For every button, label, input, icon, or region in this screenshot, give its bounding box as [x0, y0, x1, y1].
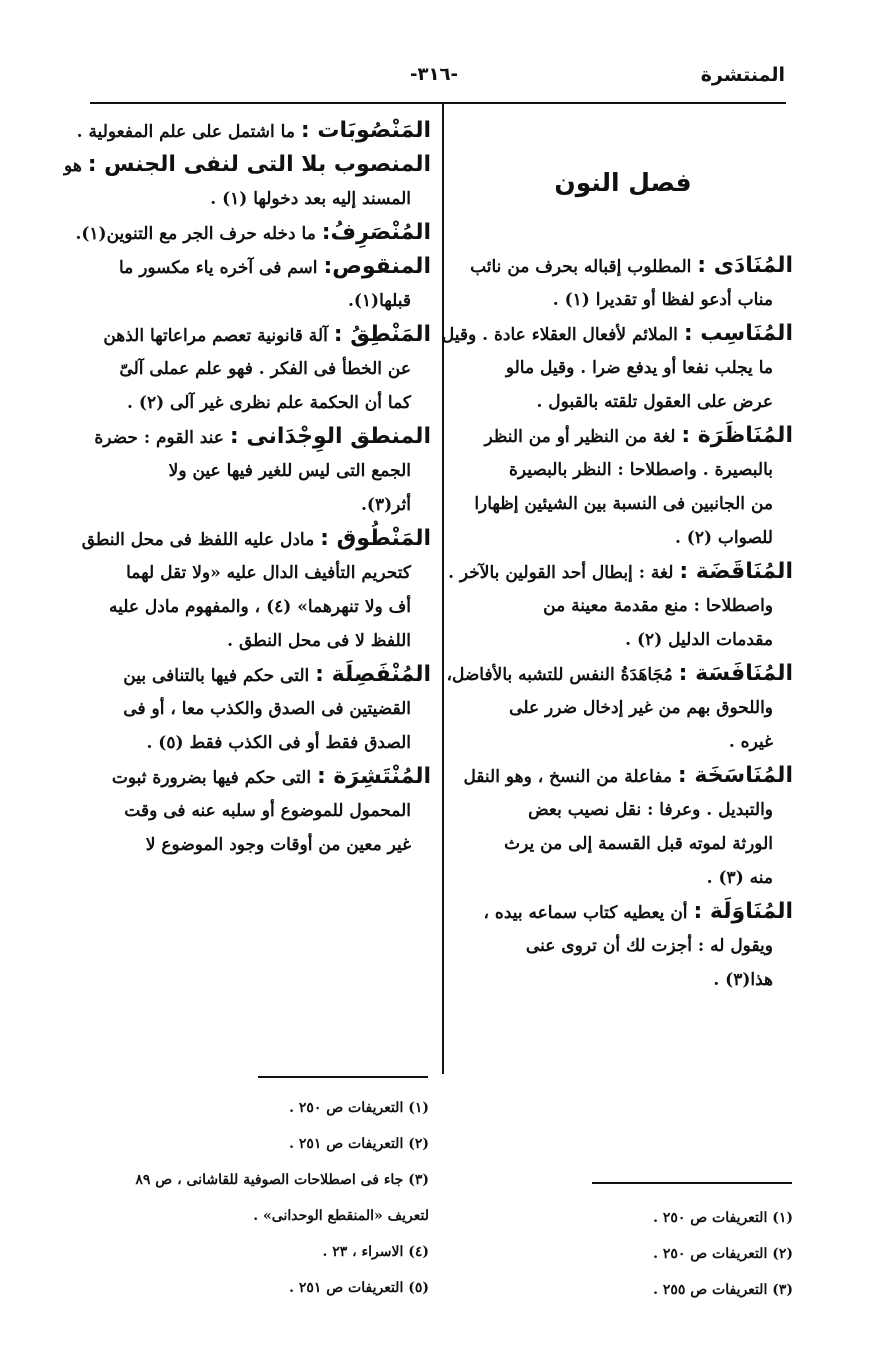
entry-definition: أثر(٣).	[361, 495, 411, 515]
entry-definition: أف ولا تنهرهما» (٤) ، والمفهوم مادل عليه	[109, 597, 411, 617]
glossary-entry	[453, 249, 793, 317]
entry-line	[453, 691, 793, 725]
entry-definition: هو	[64, 156, 82, 176]
entry-definition: اللفظ لا فى محل النطق .	[227, 631, 411, 651]
entry-line	[446, 657, 793, 691]
header-rule	[90, 102, 786, 104]
entry-line	[79, 658, 431, 692]
entry-term: المنطق الوِجْدَانى :	[229, 424, 431, 449]
entry-term: المُنْصَرِفُ:	[321, 220, 431, 245]
entry-line	[453, 793, 793, 827]
footnote: (١) التعريفات ص ٢٥٠ .	[653, 1210, 793, 1226]
entry-line	[453, 521, 793, 555]
entry-definition: الورثة لموته قبل القسمة إلى من يرث	[504, 834, 773, 854]
entry-line	[64, 148, 431, 182]
entry-line	[453, 827, 793, 861]
entry-definition: الصدق فقط أو فى الكذب فقط (٥) .	[146, 733, 411, 753]
glossary-entry	[79, 420, 431, 522]
column-divider	[442, 104, 444, 1074]
entry-definition: الملائم لأفعال العقلاء عادة . وقيل	[441, 325, 678, 345]
entry-line	[453, 453, 793, 487]
section-heading: فصل النون	[554, 168, 692, 197]
footnotes-right	[493, 1200, 793, 1308]
entry-definition: للصواب (٢) .	[674, 528, 773, 548]
glossary-entry	[448, 555, 793, 657]
entry-term: المُنَاظَرَة :	[681, 423, 793, 448]
entry-line	[79, 284, 431, 318]
entry-line	[79, 522, 431, 556]
footnote: لتعريف «المنقطع الوحدانى» .	[253, 1208, 429, 1224]
entry-definition: عرض على العقول تلقته بالقبول .	[536, 392, 773, 412]
glossary-entry	[79, 318, 431, 420]
footnote: (١) التعريفات ص ٢٥٠ .	[289, 1100, 429, 1116]
entry-definition: الجمع التى ليس للغير فيها عين ولا	[168, 461, 411, 481]
entry-line	[453, 759, 793, 793]
glossary-entry	[79, 760, 431, 862]
entry-definition: آلة قانونية تعصم مراعاتها الذهن	[103, 326, 328, 346]
entry-line	[441, 317, 793, 351]
left-entries	[64, 114, 431, 862]
right-entries	[441, 249, 793, 997]
footnotes-left	[79, 1090, 429, 1306]
glossary-entry	[79, 250, 431, 318]
entry-line	[76, 114, 431, 148]
entry-definition: عن الخطأ فى الفكر . فهو علم عملى آلىّ	[119, 359, 411, 379]
entry-definition: عند القوم : حضرة	[94, 428, 224, 448]
entry-term: المُنْتَشِرَة :	[316, 764, 431, 789]
entry-line	[453, 963, 793, 997]
footnote: (٣) التعريفات ص ٢٥٥ .	[653, 1282, 793, 1298]
entry-line	[79, 692, 431, 726]
entry-definition: مُجَاهَدَةُ النفس للتشبه بالأفاضل،	[446, 665, 673, 685]
glossary-entry	[79, 658, 431, 760]
footnote: (٢) التعريفات ص ٢٥٠ .	[653, 1246, 793, 1262]
entry-term: المَنْطُوق :	[320, 526, 431, 551]
entry-definition: القضيتين فى الصدق والكذب معا ، أو فى	[123, 699, 411, 719]
entry-term: المُنَافَسَة :	[678, 661, 793, 686]
entry-definition: ما دخله حرف الجر مع التنوين(١).	[75, 224, 316, 244]
entry-line	[79, 624, 431, 658]
entry-term: المُنْفَصِلَة :	[315, 662, 431, 687]
entry-line	[448, 555, 793, 589]
entry-term: المنصوب بلا التى لنفى الجنس :	[87, 152, 431, 177]
entry-term: المُنَاسَخَة :	[677, 763, 793, 788]
footnote: (٢) التعريفات ص ٢٥١ .	[289, 1136, 429, 1152]
left-column	[64, 114, 431, 862]
entry-line	[79, 352, 431, 386]
entry-line	[453, 487, 793, 521]
entry-line	[453, 419, 793, 453]
entry-definition: المسند إليه بعد دخولها (١) .	[210, 189, 411, 209]
glossary-entry	[441, 317, 793, 419]
entry-definition: اسم فى آخره ياء مكسور ما	[118, 258, 318, 278]
entry-line	[79, 318, 431, 352]
entry-term: المَنْطِقُ :	[333, 322, 431, 347]
entry-line	[453, 725, 793, 759]
entry-line	[453, 283, 793, 317]
glossary-entry	[453, 759, 793, 895]
entry-term: المُنَاسِب :	[683, 321, 793, 346]
entry-line	[79, 488, 431, 522]
entry-definition: التى حكم فيها بضرورة ثبوت	[111, 768, 312, 788]
entry-line	[79, 556, 431, 590]
entry-line	[79, 794, 431, 828]
glossary-entry	[453, 895, 793, 997]
footnote: (٥) التعريفات ص ٢٥١ .	[289, 1280, 429, 1296]
entry-definition: منه (٣) .	[706, 868, 773, 888]
entry-term: المُنَاقَضَة :	[679, 559, 793, 584]
glossary-entry	[446, 657, 793, 759]
entry-line	[453, 589, 793, 623]
entry-line	[453, 895, 793, 929]
entry-definition: أن يعطيه كتاب سماعه بيده ،	[483, 903, 688, 923]
entry-line	[79, 386, 431, 420]
entry-definition: كما أن الحكمة علم نظرى غير آلى (٢) .	[127, 393, 411, 413]
entry-definition: لغة من النظير أو من النظر	[484, 427, 676, 447]
entry-line	[453, 623, 793, 657]
entry-definition: واصطلاحا : منع مقدمة معينة من	[543, 596, 773, 616]
right-column	[441, 130, 793, 997]
glossary-entry	[76, 114, 431, 148]
entry-line	[79, 420, 431, 454]
entry-definition: المطلوب إقباله بحرف من نائب	[470, 257, 692, 277]
entry-line	[453, 351, 793, 385]
glossary-entry	[453, 419, 793, 555]
entry-line	[79, 726, 431, 760]
entry-definition: ما اشتمل على علم المفعولية .	[76, 122, 295, 142]
entry-definition: مفاعلة من النسخ ، وهو النقل	[463, 767, 672, 787]
entry-term: المُنَاوَلَة :	[693, 899, 793, 924]
footnote-rule-right	[592, 1182, 792, 1184]
entry-definition: بالبصيرة . واصطلاحا : النظر بالبصيرة	[508, 460, 773, 480]
entry-definition: مادل عليه اللفظ فى محل النطق	[81, 530, 315, 550]
entry-definition: ما يجلب نفعا أو يدفع ضرا . وقيل مالو	[505, 358, 773, 378]
glossary-entry	[64, 148, 431, 216]
footnote: (٣) جاء فى اصطلاحات الصوفية للقاشانى ، ص ٨٩	[135, 1172, 429, 1188]
entry-line	[453, 249, 793, 283]
entry-definition: هذا(٣) .	[713, 970, 773, 990]
entry-line	[453, 861, 793, 895]
entry-definition: قبلها(١).	[347, 291, 411, 311]
entry-definition: كتحريم التأفيف الدال عليه «ولا تقل لهما	[126, 563, 411, 583]
entry-line	[79, 590, 431, 624]
entry-definition: والتبديل . وعرفا : نقل نصيب بعض	[528, 800, 773, 820]
running-header-word: المنتشرة	[700, 64, 785, 86]
page-number: -٣١٦-	[410, 64, 458, 85]
entry-line	[453, 385, 793, 419]
entry-term: المنقوص:	[323, 254, 431, 279]
entry-definition: ويقول له : أجزت لك أن تروى عنى	[525, 936, 773, 956]
entry-line	[79, 250, 431, 284]
glossary-entry	[79, 522, 431, 658]
footnote-rule-left	[258, 1076, 428, 1078]
entry-line	[453, 929, 793, 963]
entry-definition: التى حكم فيها بالتنافى بين	[123, 666, 310, 686]
entry-definition: واللحوق بهم من غير إدخال ضرر على	[509, 698, 773, 718]
entry-line	[79, 182, 431, 216]
footnote: (٤) الاسراء ، ٢٣ .	[322, 1244, 429, 1260]
entry-definition: من الجانبين فى النسبة بين الشيئين إظهارا	[474, 494, 773, 514]
entry-definition: المحمول للموضوع أو سلبه عنه فى وقت	[124, 801, 411, 821]
entry-definition: لغة : إبطال أحد القولين بالآخر .	[448, 563, 674, 583]
entry-line	[75, 216, 431, 250]
entry-definition: مقدمات الدليل (٢) .	[625, 630, 773, 650]
entry-definition: غير معين من أوقات وجود الموضوع لا	[145, 835, 411, 855]
entry-term: المُنَادَى :	[697, 253, 793, 278]
entry-line	[79, 760, 431, 794]
glossary-entry	[75, 216, 431, 250]
entry-definition: غيره .	[728, 732, 773, 752]
entry-term: المَنْصُوبَات :	[300, 118, 431, 143]
entry-line	[79, 454, 431, 488]
entry-definition: مناب أدعو لفظا أو تقديرا (١) .	[552, 290, 773, 310]
entry-line	[79, 828, 431, 862]
